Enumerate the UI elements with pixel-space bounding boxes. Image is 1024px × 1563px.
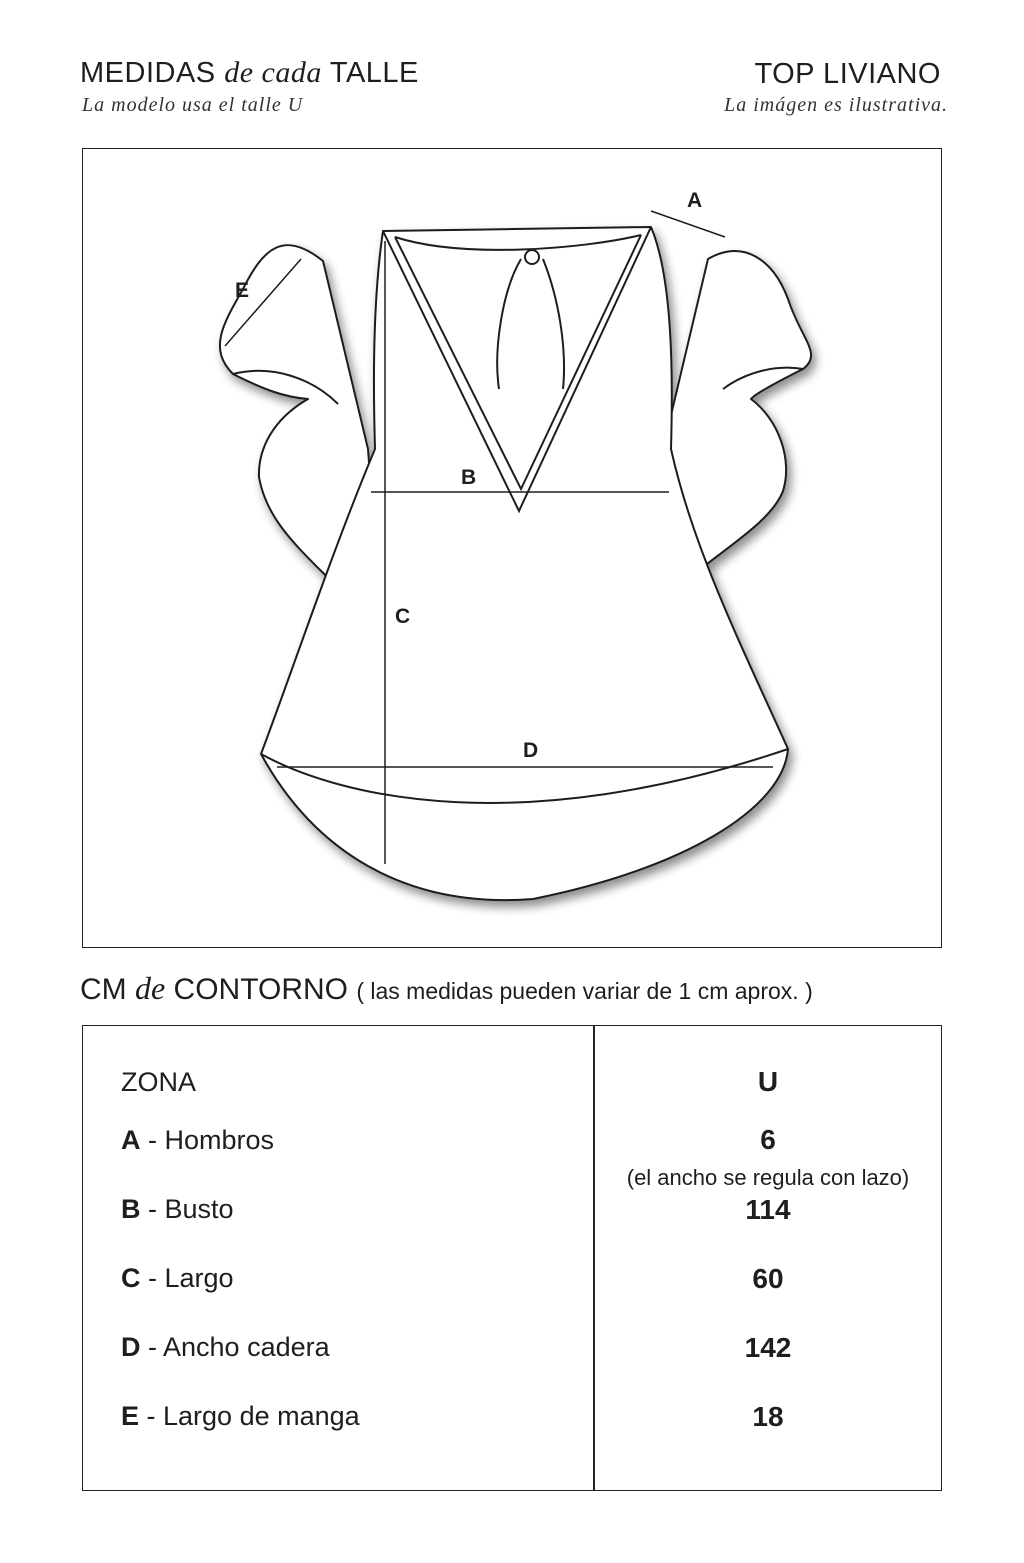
label-a: A (687, 189, 703, 212)
garment-diagram-frame (82, 148, 942, 948)
row-value: 142 (744, 1332, 792, 1363)
row-name: - Largo (140, 1263, 234, 1293)
label-d: D (523, 739, 539, 762)
row-name: - Hombros (140, 1125, 275, 1155)
row-letter: D (121, 1332, 141, 1362)
header-right-subtitle: La imágen es ilustrativa. (724, 94, 948, 116)
table-row (121, 1263, 234, 1294)
zone-header: ZONA (121, 1067, 197, 1097)
table-row (121, 1401, 360, 1432)
title-word-de-cada: de cada (224, 56, 322, 89)
row-value: 60 (752, 1263, 784, 1294)
row-name: - Busto (140, 1194, 234, 1224)
table-row (121, 1194, 234, 1225)
size-header: U (757, 1066, 779, 1097)
row-value: 6 (760, 1124, 776, 1155)
section-title-contorno: CONTORNO (173, 973, 348, 1006)
row-name: - Largo de manga (139, 1401, 360, 1431)
row-value: 18 (752, 1401, 784, 1432)
label-c: C (395, 605, 411, 628)
row-letter: E (121, 1401, 140, 1431)
garment-illustration (83, 149, 943, 949)
tie-knot (525, 250, 539, 264)
row-letter: C (121, 1263, 141, 1293)
measurements-table (82, 1025, 942, 1491)
row-value: 114 (745, 1194, 791, 1225)
measure-line-a (651, 211, 725, 237)
section-title (80, 970, 813, 1007)
header-right-title: TOP LIVIANO (754, 58, 941, 90)
table-row (121, 1332, 330, 1363)
header-left-subtitle: La modelo usa el talle U (82, 94, 304, 116)
row-letter: A (121, 1125, 141, 1155)
row-letter: B (121, 1194, 141, 1224)
title-word-talle: TALLE (329, 57, 419, 89)
label-e: E (235, 279, 250, 302)
row-value-note: (el ancho se regula con lazo) (626, 1165, 910, 1190)
label-b: B (461, 466, 477, 489)
title-word-medidas: MEDIDAS (80, 57, 216, 89)
section-title-cm: CM (80, 973, 127, 1006)
section-note: ( las medidas pueden variar de 1 cm aprox. ) (356, 978, 813, 1004)
row-name: - Ancho cadera (140, 1332, 330, 1362)
section-title-de: de (135, 970, 166, 1006)
header-left-title (80, 56, 419, 90)
table-row (121, 1125, 274, 1156)
